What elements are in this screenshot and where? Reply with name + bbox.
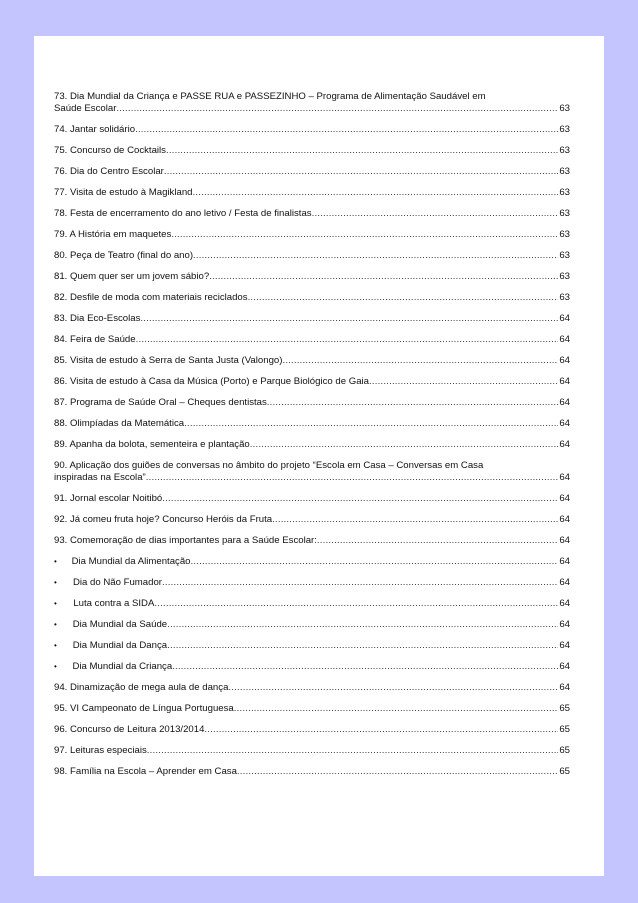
dot-leader <box>162 493 558 505</box>
toc-entry-title: Dia Mundial da Dança <box>72 640 168 651</box>
dot-leader <box>164 166 558 178</box>
toc-entry-title: Dia Mundial da Criança <box>72 661 173 672</box>
dot-leader <box>140 313 558 325</box>
dot-leader <box>135 124 558 136</box>
toc-entry-page-number: 63 <box>559 145 570 156</box>
toc-entry-title: Dia do Não Fumador <box>72 577 163 588</box>
toc-entry-page-number: 63 <box>559 124 570 135</box>
toc-entry-page-number: 64 <box>559 682 570 693</box>
toc-entry[interactable] <box>54 439 570 451</box>
toc-entry-row <box>54 313 570 325</box>
bullet-icon: • <box>54 578 57 587</box>
dot-leader <box>317 535 558 547</box>
toc-entry-row <box>54 703 570 715</box>
bullet-icon: • <box>54 620 57 629</box>
toc-entry[interactable] <box>54 376 570 388</box>
toc-entry-title: 94. Dinamização de mega aula de dança <box>54 682 229 693</box>
bullet-icon: • <box>54 662 57 671</box>
toc-entry-row <box>54 577 570 589</box>
dot-leader <box>136 334 559 346</box>
toc-entry-title: inspiradas na Escola” <box>54 472 146 483</box>
bullet-icon: • <box>54 641 57 650</box>
toc-entry-row <box>54 598 570 610</box>
toc-entry-row <box>54 745 570 757</box>
toc-entry-title: 93. Comemoração de dias importantes para a Saúde Escolar: <box>54 535 317 546</box>
dot-leader <box>146 472 559 484</box>
toc-entry-page-number: 64 <box>559 535 570 546</box>
toc-entry-title: 89. Apanha da bolota, sementeira e plantação <box>54 439 250 450</box>
toc-entry-row <box>54 535 570 547</box>
table-of-contents <box>54 91 570 787</box>
toc-entry[interactable] <box>54 334 570 346</box>
toc-entry-title: 91. Jornal escolar Noitibó <box>54 493 163 504</box>
toc-entry-title: 79. A História em maquetes <box>54 229 172 240</box>
dot-leader <box>193 250 558 262</box>
toc-entry[interactable] <box>54 208 570 220</box>
dot-leader <box>228 682 558 694</box>
toc-entry-page-number: 64 <box>559 556 570 567</box>
dot-leader <box>184 418 558 430</box>
dot-leader <box>167 619 558 631</box>
toc-entry-row <box>54 187 570 199</box>
toc-entry-title: 77. Visita de estudo à Magikland <box>54 187 193 198</box>
toc-entry[interactable] <box>54 271 570 283</box>
toc-entry-title: 92. Já comeu fruta hoje? Concurso Heróis da Fruta <box>54 514 273 525</box>
toc-entry[interactable] <box>54 166 570 178</box>
toc-entry[interactable] <box>54 250 570 262</box>
toc-entry-title: Luta contra a SIDA <box>73 598 155 609</box>
dot-leader <box>162 577 558 589</box>
toc-entry-row <box>54 355 570 367</box>
toc-entry-page-number: 64 <box>559 397 570 408</box>
toc-entry-page-number: 65 <box>559 745 570 756</box>
toc-entry-row <box>54 661 570 673</box>
toc-entry[interactable] <box>54 598 570 610</box>
toc-entry-row <box>54 640 570 652</box>
toc-entry[interactable] <box>54 229 570 241</box>
toc-entry-page-number: 64 <box>559 418 570 429</box>
toc-entry-page-number: 63 <box>559 187 570 198</box>
toc-entry-page-number: 63 <box>559 271 570 282</box>
toc-entry-line1: 73. Dia Mundial da Criança e PASSE RUA e PASSEZINHO – Programa de Alimentação Saudável em <box>54 91 486 102</box>
toc-entry-title: 81. Quem quer ser um jovem sábio? <box>54 271 210 282</box>
dot-leader <box>167 640 558 652</box>
toc-entry[interactable] <box>54 577 570 589</box>
toc-entry-title: 85. Visita de estudo à Serra de Santa Justa (Valongo) <box>54 355 283 366</box>
dot-leader <box>272 514 558 526</box>
toc-entry-page-number: 64 <box>559 313 570 324</box>
toc-entry-row <box>54 724 570 736</box>
dot-leader <box>193 187 559 199</box>
toc-entry[interactable] <box>54 397 570 409</box>
toc-entry-row <box>54 514 570 526</box>
toc-entry-row <box>54 124 570 136</box>
toc-entry[interactable] <box>54 493 570 505</box>
toc-entry-row <box>54 397 570 409</box>
dot-leader <box>116 103 558 115</box>
toc-entry[interactable] <box>54 640 570 652</box>
toc-entry[interactable] <box>54 91 570 115</box>
toc-entry-page-number: 63 <box>559 103 570 114</box>
toc-entry-page-number: 64 <box>559 376 570 387</box>
dot-leader <box>312 208 559 220</box>
toc-entry[interactable] <box>54 682 570 694</box>
toc-entry-row <box>54 271 570 283</box>
toc-entry-row <box>54 556 570 568</box>
toc-entry-row <box>54 766 570 778</box>
toc-entry-title: 98. Família na Escola – Aprender em Casa <box>54 766 237 777</box>
toc-entry-title: 83. Dia Eco-Escolas <box>54 313 141 324</box>
toc-entry-page-number: 65 <box>559 724 570 735</box>
toc-entry[interactable] <box>54 418 570 430</box>
toc-entry[interactable] <box>54 535 570 547</box>
dot-leader <box>237 766 558 778</box>
toc-entry-title: Dia Mundial da Saúde <box>72 619 168 630</box>
toc-entry[interactable] <box>54 766 570 778</box>
toc-entry-row <box>54 334 570 346</box>
toc-entry[interactable] <box>54 124 570 136</box>
toc-entry-page-number: 64 <box>559 472 570 483</box>
toc-entry[interactable] <box>54 355 570 367</box>
toc-entry-row <box>54 472 570 484</box>
toc-entry-title: 74. Jantar solidário <box>54 124 136 135</box>
dot-leader <box>282 355 558 367</box>
dot-leader <box>234 703 559 715</box>
toc-entry-row <box>54 292 570 304</box>
dot-leader <box>369 376 558 388</box>
toc-entry-row <box>54 103 570 115</box>
toc-entry-row <box>54 250 570 262</box>
toc-entry-page-number: 63 <box>559 208 570 219</box>
toc-entry-page-number: 64 <box>559 577 570 588</box>
toc-entry-title: 75. Concurso de Cocktails <box>54 145 166 156</box>
toc-entry-page-number: 64 <box>559 439 570 450</box>
toc-entry[interactable] <box>54 556 570 568</box>
toc-entry-row <box>54 166 570 178</box>
toc-entry-page-number: 64 <box>559 619 570 630</box>
toc-entry-title: 76. Dia do Centro Escolar <box>54 166 164 177</box>
dot-leader <box>267 397 559 409</box>
toc-entry[interactable] <box>54 514 570 526</box>
toc-entry-page-number: 64 <box>559 661 570 672</box>
toc-entry-page-number: 64 <box>559 493 570 504</box>
toc-entry-page-number: 64 <box>559 334 570 345</box>
toc-entry-title: 97. Leituras especiais <box>54 745 147 756</box>
toc-entry[interactable] <box>54 313 570 325</box>
bullet-icon: • <box>54 599 57 608</box>
toc-entry[interactable] <box>54 145 570 157</box>
bullet-icon: • <box>54 557 57 566</box>
toc-entry-title: 80. Peça de Teatro (final do ano) <box>54 250 194 261</box>
toc-entry[interactable] <box>54 661 570 673</box>
toc-entry-row <box>54 229 570 241</box>
toc-entry-row <box>54 439 570 451</box>
toc-entry-page-number: 63 <box>559 229 570 240</box>
toc-entry-row <box>54 418 570 430</box>
dot-leader <box>166 145 558 157</box>
toc-entry-page-number: 65 <box>559 766 570 777</box>
toc-entry-title: 95. VI Campeonato de Língua Portuguesa <box>54 703 234 714</box>
dot-leader <box>209 271 558 283</box>
toc-entry[interactable] <box>54 619 570 631</box>
toc-entry-title: 84. Feira de Saúde <box>54 334 136 345</box>
toc-entry[interactable] <box>54 703 570 715</box>
toc-entry-title: 88. Olimpíadas da Matemática <box>54 418 185 429</box>
toc-entry[interactable] <box>54 745 570 757</box>
toc-entry-row <box>54 619 570 631</box>
dot-leader <box>154 598 558 610</box>
toc-entry-page-number: 64 <box>559 598 570 609</box>
toc-entry-page-number: 64 <box>559 355 570 366</box>
toc-entry[interactable] <box>54 724 570 736</box>
toc-entry[interactable] <box>54 460 570 484</box>
toc-entry-page-number: 64 <box>559 514 570 525</box>
toc-entry-title: 96. Concurso de Leitura 2013/2014 <box>54 724 205 735</box>
toc-entry-row <box>54 493 570 505</box>
toc-entry-row <box>54 682 570 694</box>
dot-leader <box>191 556 559 568</box>
dot-leader <box>172 661 558 673</box>
toc-entry[interactable] <box>54 187 570 199</box>
toc-entry-row <box>54 376 570 388</box>
toc-entry-page-number: 64 <box>559 640 570 651</box>
toc-entry[interactable] <box>54 292 570 304</box>
dot-leader <box>248 292 559 304</box>
toc-entry-page-number: 65 <box>559 703 570 714</box>
toc-entry-page-number: 63 <box>559 250 570 261</box>
dot-leader <box>250 439 559 451</box>
toc-entry-title: Dia Mundial da Alimentação <box>71 556 191 567</box>
dot-leader <box>204 724 558 736</box>
toc-entry-row <box>54 145 570 157</box>
toc-entry-line1: 90. Aplicação dos guiões de conversas no âmbito do projeto “Escola em Casa – Conversas em Casa <box>54 460 484 471</box>
toc-entry-title: 87. Programa de Saúde Oral – Cheques dentistas <box>54 397 267 408</box>
toc-entry-page-number: 63 <box>559 166 570 177</box>
toc-entry-row <box>54 208 570 220</box>
toc-entry-title: 82. Desfile de moda com materiais reciclados <box>54 292 248 303</box>
toc-entry-page-number: 63 <box>559 292 570 303</box>
dot-leader <box>171 229 558 241</box>
toc-entry-title: 78. Festa de encerramento do ano letivo / Festa de finalistas <box>54 208 312 219</box>
toc-entry-title: 86. Visita de estudo à Casa da Música (Porto) e Parque Biológico de Gaia <box>54 376 370 387</box>
toc-entry-title: Saúde Escolar <box>54 103 117 114</box>
dot-leader <box>147 745 559 757</box>
